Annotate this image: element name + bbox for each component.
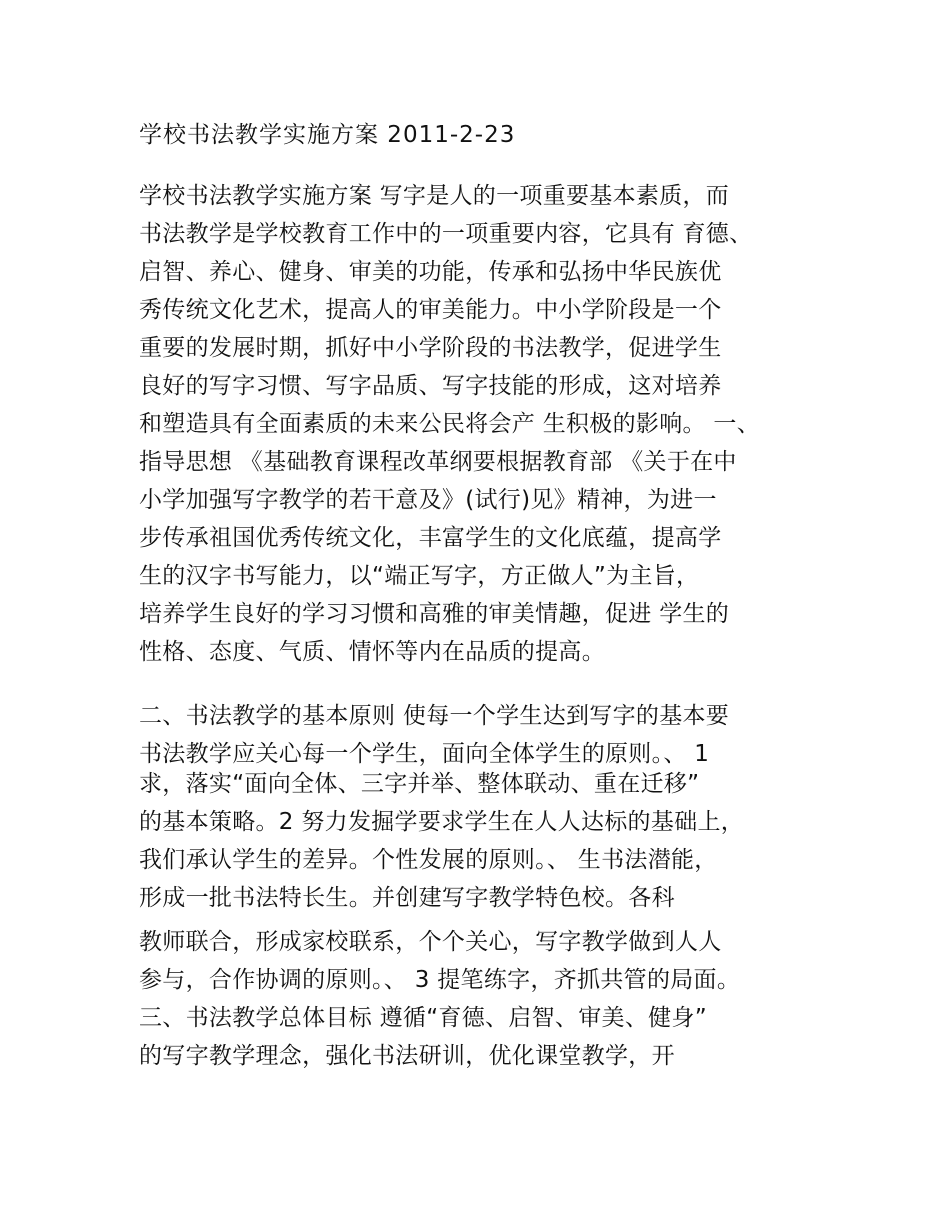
text-line: 和塑造具有全面素质的未来公民将会产 生积极的影响。 一、 (139, 411, 761, 437)
text-line: 二、书法教学的基本原则 使每一个学生达到写字的基本要 (139, 703, 730, 729)
paragraph-goals (139, 923, 839, 1075)
text-line: 求，落实“面向全体、三字并举、整体联动、重在迁移” (139, 771, 700, 797)
paragraph-principles (139, 697, 839, 773)
paragraph-intro (139, 177, 839, 671)
text-line: 参与，合作协调的原则。、 3 提笔练字，齐抓共管的局面。 (139, 967, 741, 993)
text-line: 三、书法教学总体目标 遵循“育德、启智、审美、健身” (139, 1005, 707, 1031)
text-line: 指导思想 《基础教育课程改革纲要根据教育部 《关于在中 (139, 449, 737, 475)
text-line: 的基本策略。2 努力发掘学要求学生在人人达标的基础上， (139, 809, 745, 835)
document-title: 学校书法教学实施方案 2011-2-23 (139, 122, 516, 148)
text-line: 启智、养心、健身、审美的功能，传承和弘扬中华民族优 (139, 259, 722, 285)
text-line: 我们承认学生的差异。个性发展的原则。、 生书法潜能， (139, 847, 718, 873)
text-line: 小学加强写字教学的若干意及》(试行)见》精神，为进一 (139, 487, 717, 513)
text-line: 重要的发展时期，抓好中小学阶段的书法教学，促进学生 (139, 335, 722, 361)
text-line: 书法教学是学校教育工作中的一项重要内容，它具有 育德、 (139, 221, 753, 247)
text-line: 的写字教学理念，强化书法研训，优化课堂教学，开 (139, 1043, 675, 1069)
text-line: 步传承祖国优秀传统文化，丰富学生的文化底蕴，提高学 (139, 525, 722, 551)
paragraph-strategy (139, 765, 839, 917)
text-line: 学校书法教学实施方案 写字是人的一项重要基本素质，而 (139, 183, 730, 209)
text-line: 培养学生良好的学习习惯和高雅的审美情趣，促进 学生的 (139, 601, 730, 627)
text-line: 良好的写字习惯、写字品质、写字技能的形成，这对培养 (139, 373, 722, 399)
text-line: 生的汉字书写能力，以“端正写字，方正做人”为主旨， (139, 563, 700, 589)
text-line: 秀传统文化艺术，提高人的审美能力。中小学阶段是一个 (139, 297, 722, 323)
text-line: 教师联合，形成家校联系，个个关心，写字教学做到人人 (139, 929, 722, 955)
text-line: 性格、态度、气质、情怀等内在品质的提高。 (139, 639, 605, 665)
text-line: 书法教学应关心每一个学生，面向全体学生的原则。、 1 (139, 741, 710, 767)
text-line: 形成一批书法特长生。并创建写字教学特色校。各科 (139, 885, 675, 911)
